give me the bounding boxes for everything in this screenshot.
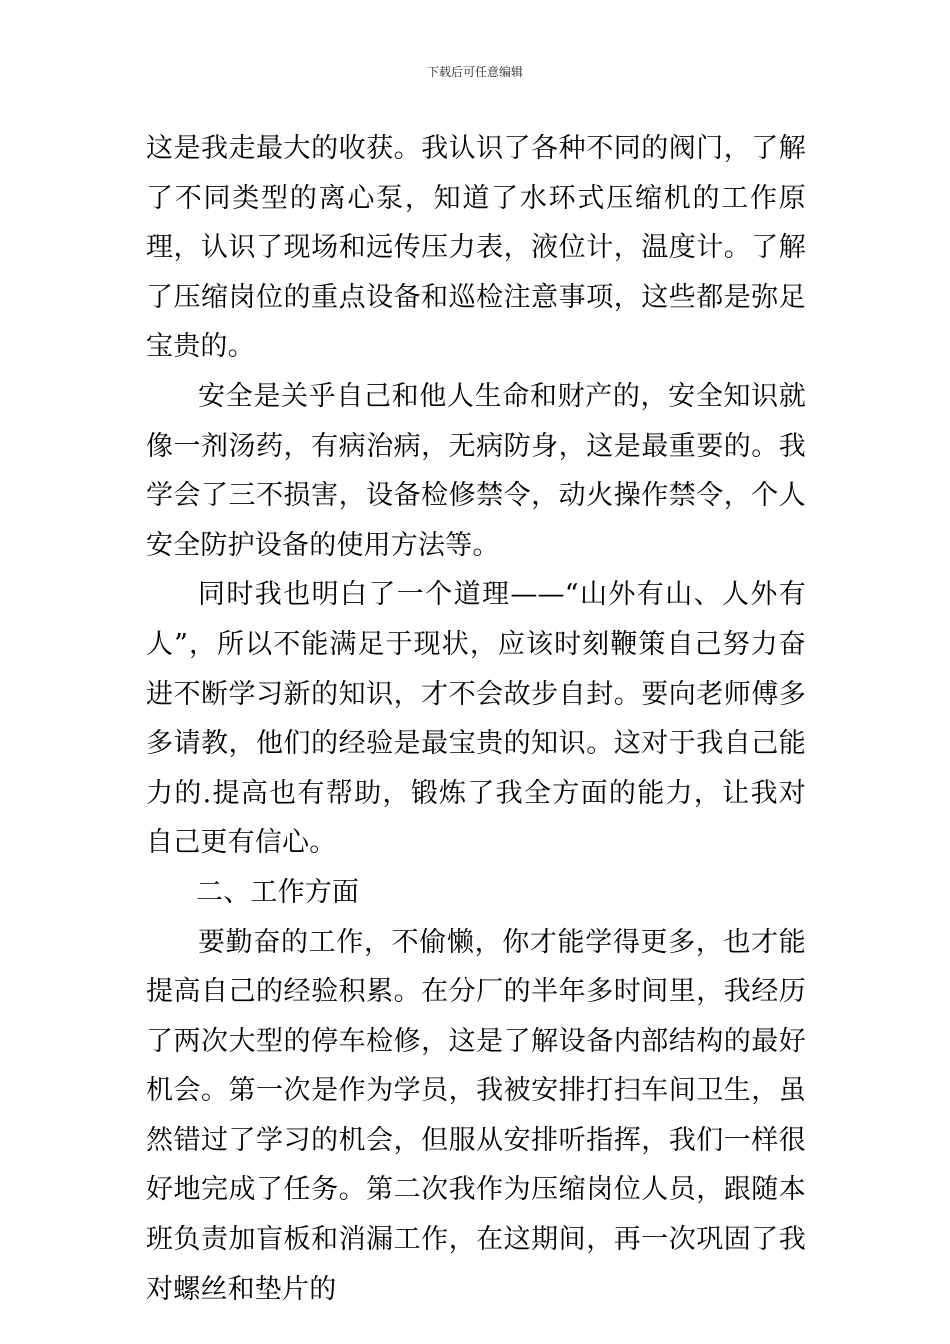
page-header: 下载后可任意编辑 xyxy=(426,65,523,79)
paragraph-2: 安全是关乎自己和他人生命和财产的，安全知识就像一剂汤药，有病治病，无病防身，这是最重要的。我学会了三不损害，设备检修禁令，动火操作禁令，个人安全防护设备的使用方法等。 xyxy=(146,380,806,561)
paragraph-3: 同时我也明白了一个道理——“山外有山、人外有人”，所以不能满足于现状，应该时刻鞭策自己努力奋进不断学习新的知识，才不会故步自封。要向老师傅多多请教，他们的经验是最宝贵的知识。这对于我自己能力的.提高也有帮助，锻炼了我全方面的能力，让我对自己更有信心。 xyxy=(146,579,806,859)
section-heading: 二、工作方面 xyxy=(196,876,360,908)
document-body xyxy=(146,124,806,1314)
paragraph-1: 这是我走最大的收获。我认识了各种不同的阀门，了解了不同类型的离心泵，知道了水环式压缩机的工作原理，认识了现场和远传压力表，液位计，温度计。了解了压缩岗位的重点设备和巡检注意事项，这些都是弥足宝贵的。 xyxy=(146,133,806,363)
paragraph-4: 要勤奋的工作，不偷懒，你才能学得更多，也才能提高自己的经验积累。在分厂的半年多时间里，我经历了两次大型的停车检修，这是了解设备内部结构的最好机会。第一次是作为学员，我被安排打扫车间卫生，虽然错过了学习的机会，但服从安排听指挥，我们一样很好地完成了任务。第二次我作为压缩岗位人员，跟随本班负责加盲板和消漏工作，在这期间，再一次巩固了我对螺丝和垫片的 xyxy=(146,926,806,1305)
